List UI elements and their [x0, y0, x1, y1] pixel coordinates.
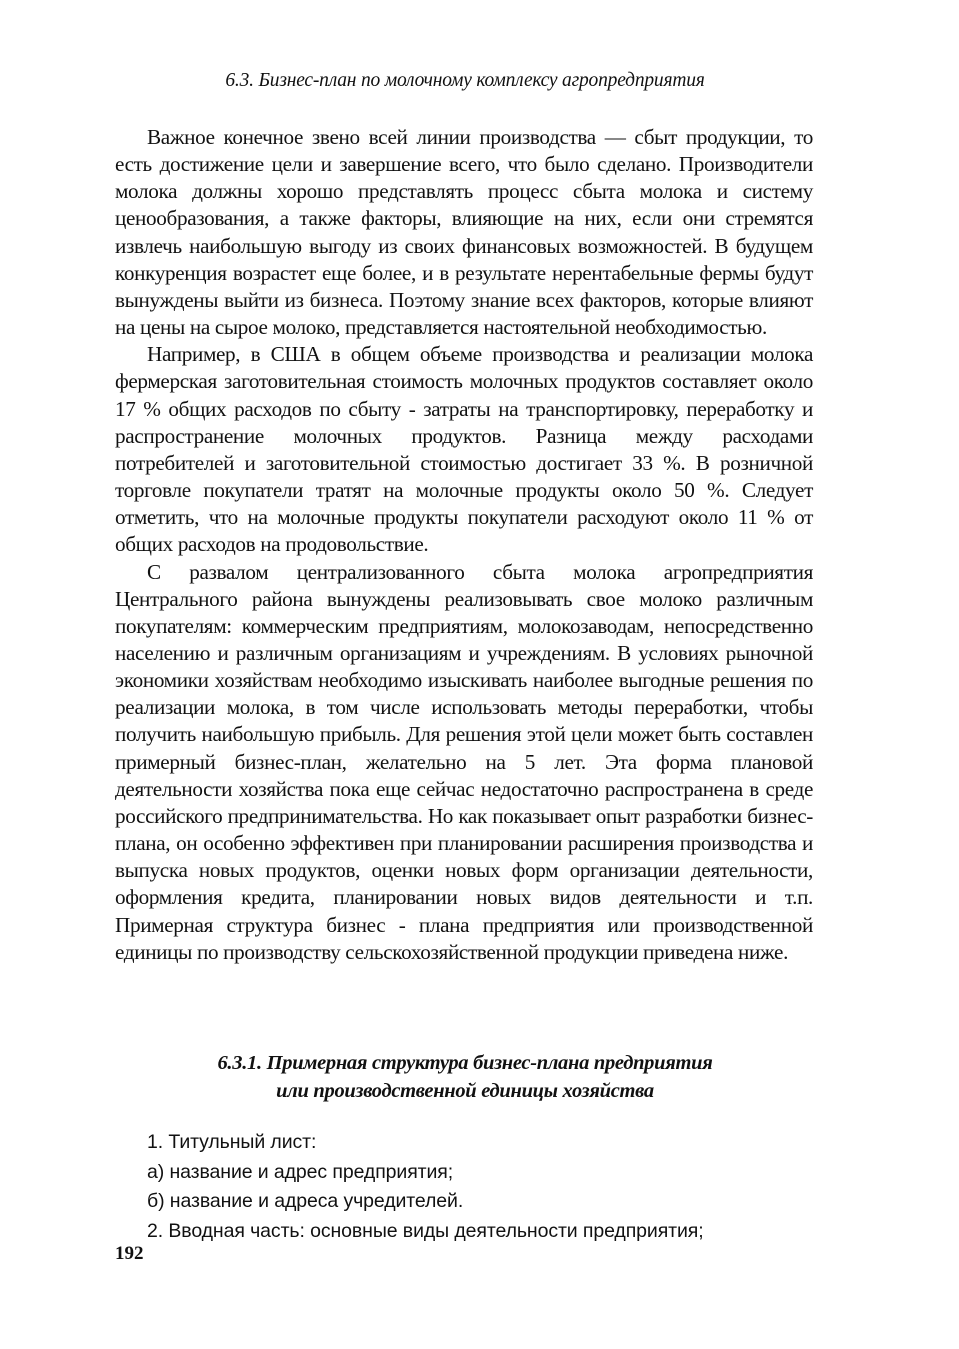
body-text — [115, 124, 813, 966]
section-title-line-1: 6.3.1. Примерная структура бизнес-плана предприятия — [217, 1052, 713, 1074]
page-number: 192 — [115, 1243, 144, 1264]
list-item: 1. Титульный лист: — [147, 1131, 317, 1153]
section-title-line-2: или производственной единицы хозяйства — [276, 1080, 654, 1102]
section-title — [115, 1049, 815, 1105]
list-item: 2. Вводная часть: основные виды деятельности предприятия; — [147, 1219, 704, 1242]
list-item: а) название и адрес предприятия; — [147, 1160, 454, 1183]
paragraph-3: С развалом централизованного сбыта молока агропредприятия Центрального района вынуждены реализовывать свое молоко различным покупателям: коммерческим предприятиям, молокозаводам, непосредственно населению и различным организациям и учреждениям. В условиях рыночной экономики хозяйствам необходимо изыскивать наиболее выгодные решения по реализации молока, в том числе использовать методы переработки, чтобы получить наибольшую прибыль. Для решения этой цели может быть составлен примерный бизнес-план, желательно на 5 лет. Эта форма плановой деятельности хозяйства пока еще сейчас недостаточно распространена в среде российского предпринимательства. Но как показывает опыт разработки бизнес-плана, он особенно эффективен при планировании расширения производства и выпуска новых продуктов, оценки новых форм организации деятельности, оформления кредита, планировании новых видов деятельности и т.п. Примерная структура бизнес - плана предприятия или производственной единицы по производству сельскохозяйственной продукции приведена ниже. — [115, 559, 813, 964]
paragraph-2: Например, в США в общем объеме производства и реализации молока фермерская заготовительная стоимость молочных продуктов составляет около 17 % общих расходов по сбыту - затраты на транспортировку, переработку и распространение молочных продуктов. Разница между расходами потребителей и заготовительной стоимостью достигает 33 %. В розничной торговле покупатели тратят на молочные продукты около 50 %. Следует отметить, что на молочные продукты покупатели расходуют около 11 % от общих расходов на продовольствие. — [115, 342, 813, 557]
outline-list — [147, 1128, 817, 1246]
running-head: 6.3. Бизнес-план по молочному комплексу агропредприятия — [225, 70, 705, 91]
list-item: б) название и адреса учредителей. — [147, 1190, 464, 1212]
paragraph-1: Важное конечное звено всей линии производства — сбыт продукции, то есть достижение цели и завершение всего, что было сделано. Производители молока должны хорошо представлять процесс сбыта молока и систему ценообразования, а также факторы, влияющие на них, если они стремятся извлечь наибольшую выгоду из своих финансовых возможностей. В будущем конкуренция возрастет еще более, и в результате нерентабельные фермы будут вынуждены выйти из бизнеса. Поэтому знание всех факторов, которые влияют на цены на сырое молоко, представляется настоятельной необходимостью. — [115, 125, 813, 340]
